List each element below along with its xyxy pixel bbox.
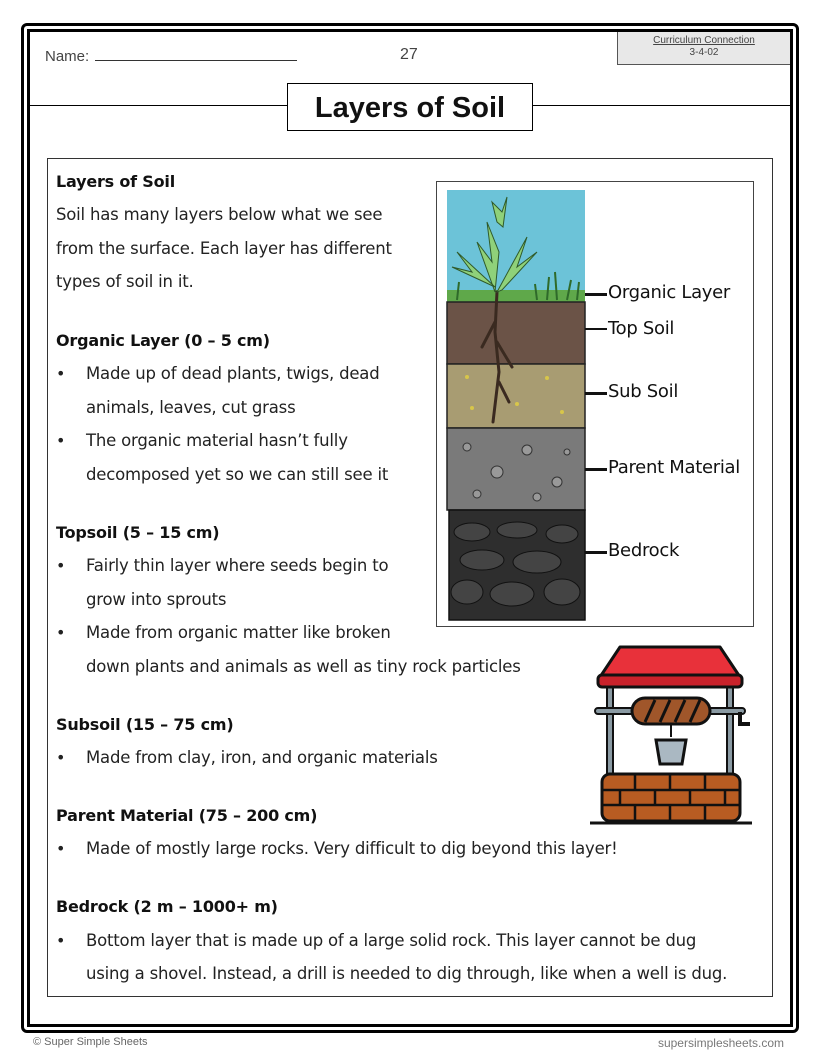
bullet-glyph: • xyxy=(56,364,66,383)
bedrock-stones xyxy=(451,522,580,606)
topsoil-layer xyxy=(447,302,585,364)
intro-line: types of soil in it. xyxy=(56,272,194,291)
soil-layers-diagram xyxy=(436,181,754,627)
bullet-text: grow into sprouts xyxy=(86,590,227,609)
label-bedrock: Bedrock xyxy=(608,540,680,561)
bullet-text: decomposed yet so we can still see it xyxy=(86,465,389,484)
page-title: Layers of Soil xyxy=(287,83,533,131)
bullet-text: Made up of dead plants, twigs, dead xyxy=(86,364,380,383)
curriculum-connection-box xyxy=(617,32,790,65)
section-heading-organic: Organic Layer (0 – 5 cm) xyxy=(56,331,270,350)
label-pointer xyxy=(585,328,607,330)
bullet-glyph: • xyxy=(56,839,66,858)
bullet-glyph: • xyxy=(56,748,66,767)
curriculum-code: 3-4-02 xyxy=(689,47,719,58)
curriculum-title: Curriculum Connection xyxy=(653,35,755,46)
bullet-text: down plants and animals as well as tiny rock particles xyxy=(86,657,521,676)
label-organic-layer: Organic Layer xyxy=(608,282,731,303)
bullet-text: using a shovel. Instead, a drill is needed to dig through, like when a well is dug. xyxy=(86,964,728,983)
sky-layer xyxy=(447,190,585,300)
bullet-glyph: • xyxy=(56,623,66,642)
website-link[interactable]: supersimplesheets.com xyxy=(657,1036,784,1050)
label-pointer xyxy=(585,293,607,296)
name-blank-line[interactable] xyxy=(95,46,297,61)
label-pointer xyxy=(585,551,607,554)
bullet-text: Fairly thin layer where seeds begin to xyxy=(86,556,389,575)
label-sub-soil: Sub Soil xyxy=(608,381,679,402)
bullet-text: Made from clay, iron, and organic materials xyxy=(86,748,438,767)
label-pointer xyxy=(585,392,607,395)
intro-line: Soil has many layers below what we see xyxy=(56,205,383,224)
intro-line: from the surface. Each layer has different xyxy=(56,239,392,258)
bullet-glyph: • xyxy=(56,431,66,450)
bullet-text: animals, leaves, cut grass xyxy=(86,398,296,417)
wishing-well-icon xyxy=(590,642,755,827)
section-heading-topsoil: Topsoil (5 – 15 cm) xyxy=(56,523,220,542)
section-heading-bedrock: Bedrock (2 m – 1000+ m) xyxy=(56,897,278,916)
bullet-glyph: • xyxy=(56,931,66,950)
section-heading-subsoil: Subsoil (15 – 75 cm) xyxy=(56,715,234,734)
bullet-text: Made from organic matter like broken xyxy=(86,623,391,642)
copyright: © Super Simple Sheets xyxy=(33,1036,148,1048)
bullet-text: The organic material hasn’t fully xyxy=(86,431,348,450)
soil-profile-illustration xyxy=(437,182,753,626)
subsoil-layer xyxy=(447,364,585,428)
label-top-soil: Top Soil xyxy=(608,318,675,339)
bullet-glyph: • xyxy=(56,556,66,575)
intro-heading: Layers of Soil xyxy=(56,172,175,191)
label-pointer xyxy=(585,468,607,471)
label-parent-material: Parent Material xyxy=(608,457,740,478)
page-number: 27 xyxy=(400,46,418,63)
grass-layer xyxy=(447,290,585,302)
name-label: Name: xyxy=(45,48,90,65)
bullet-text: Bottom layer that is made up of a large solid rock. This layer cannot be dug xyxy=(86,931,697,950)
section-heading-parent-material: Parent Material (75 – 200 cm) xyxy=(56,806,318,825)
name-field[interactable] xyxy=(45,46,297,65)
parent-material-layer xyxy=(447,428,585,510)
bullet-text: Made of mostly large rocks. Very difficult to dig beyond this layer! xyxy=(86,839,618,858)
